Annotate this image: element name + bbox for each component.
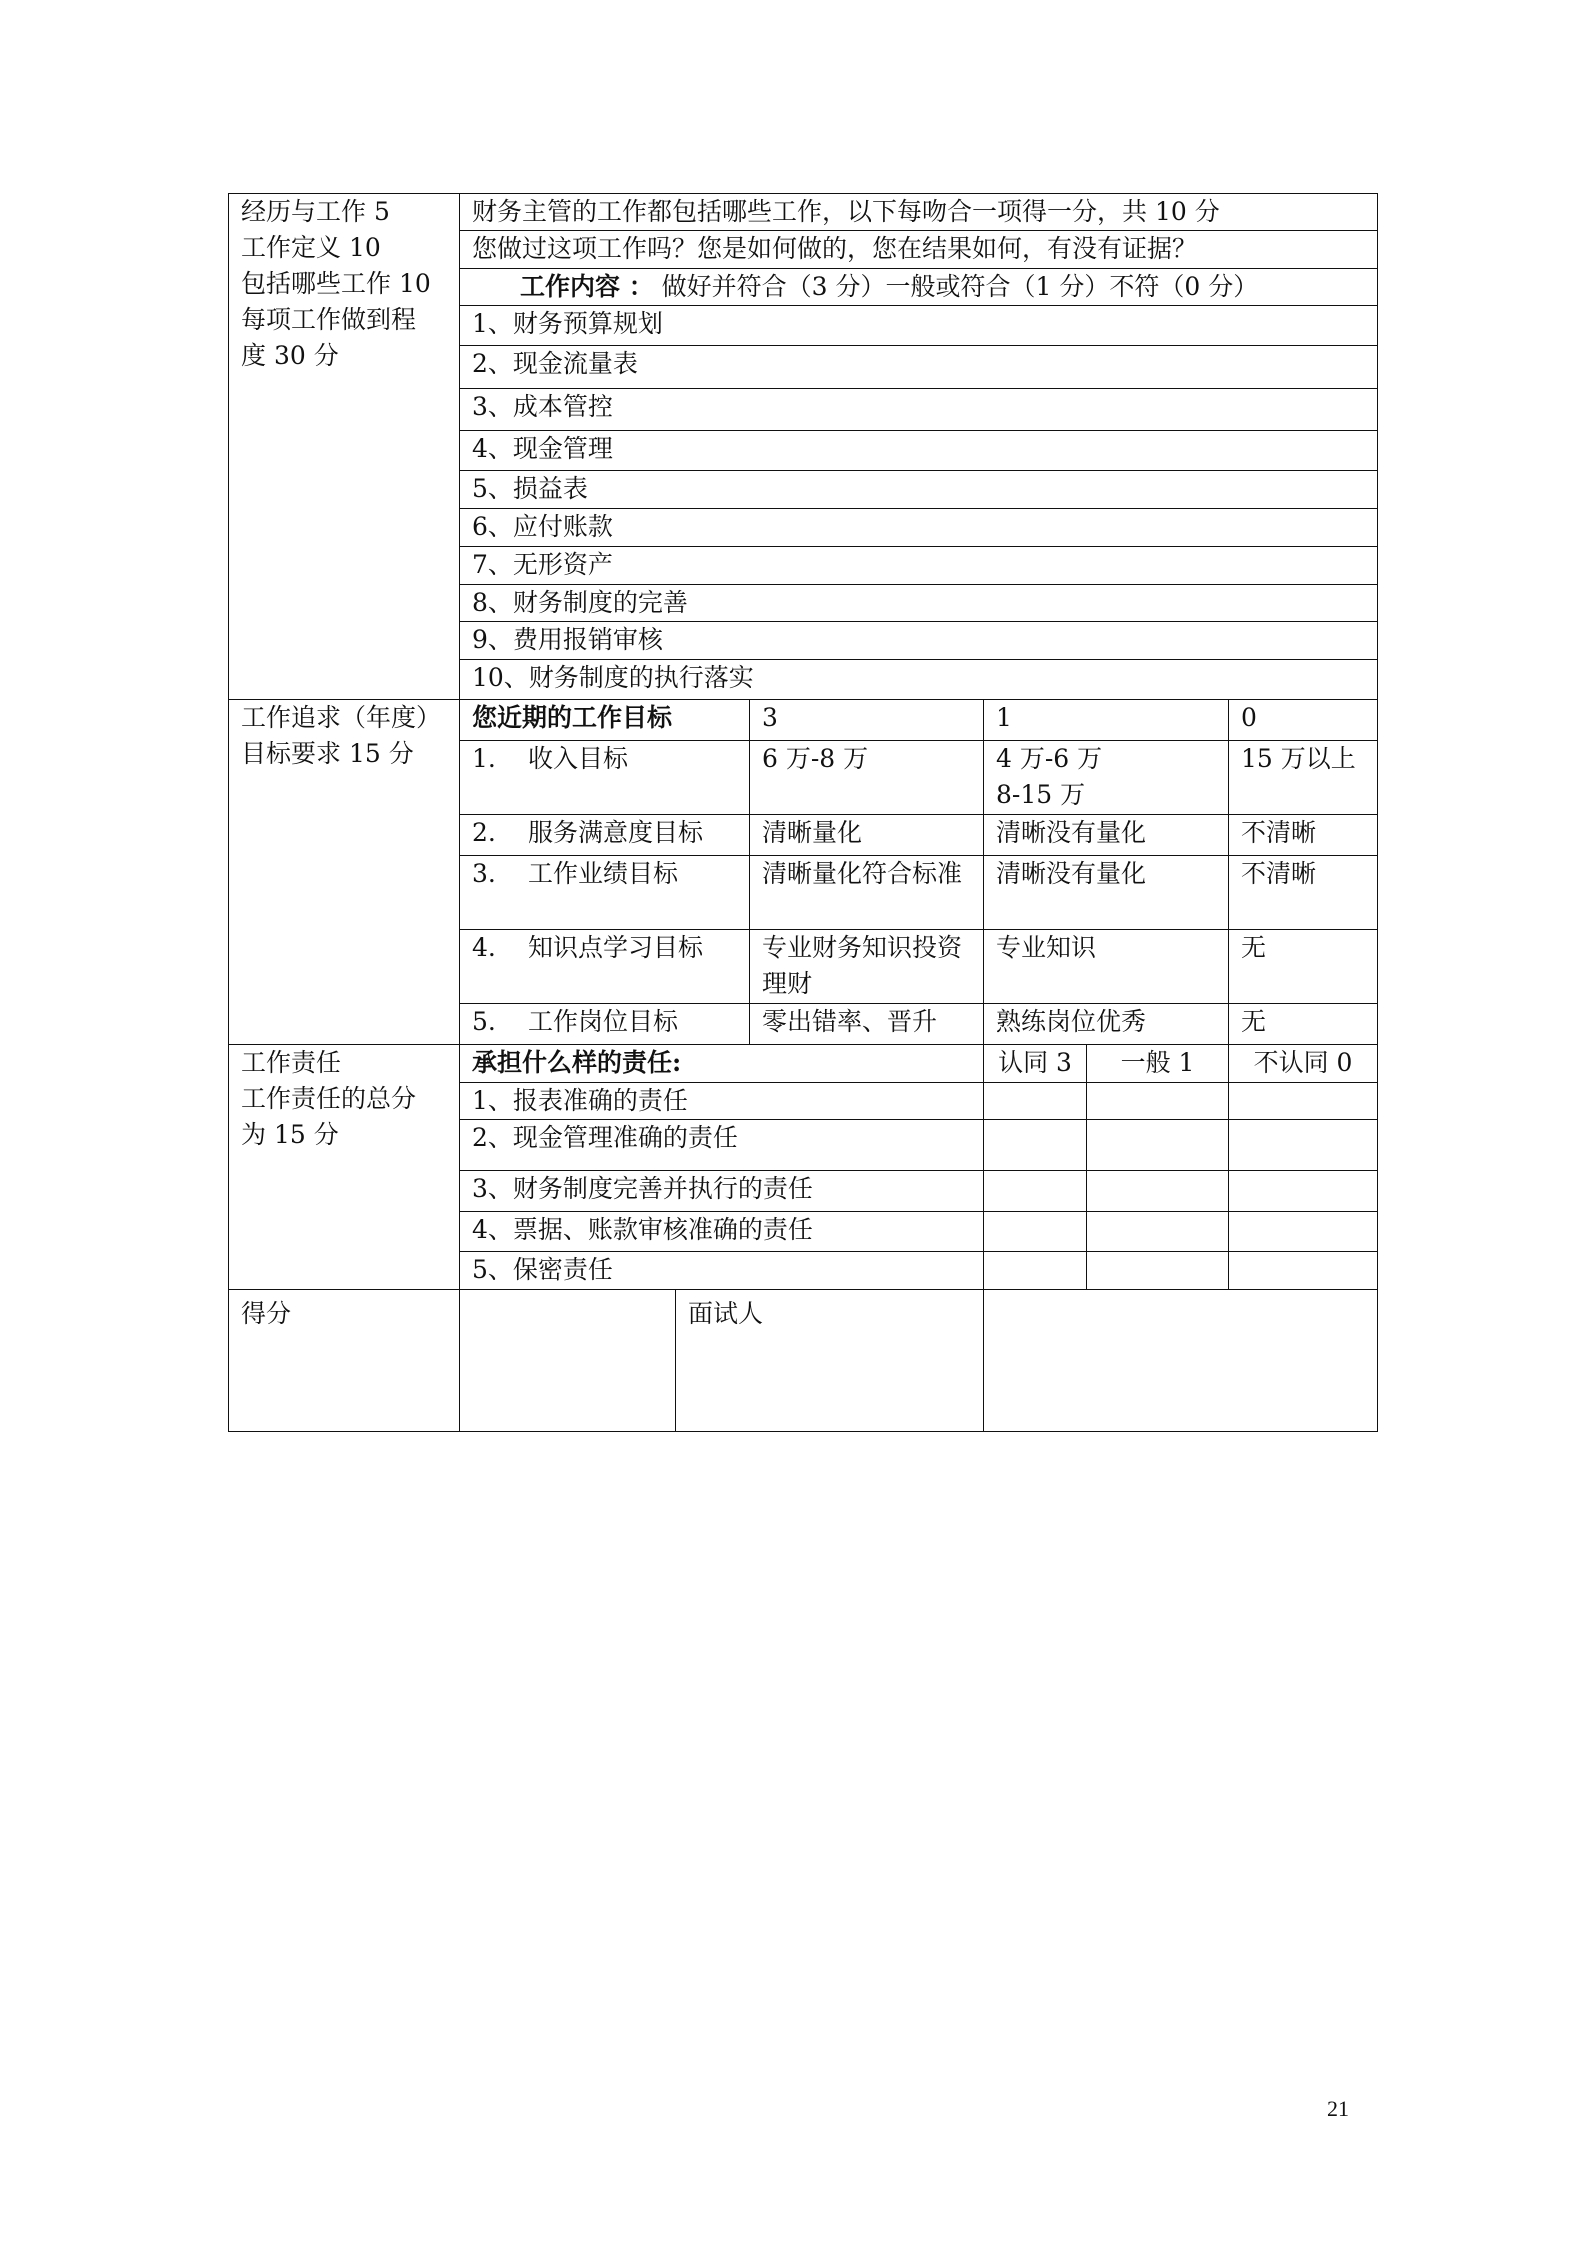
section1-label <box>229 194 460 700</box>
goal-num: 5. <box>472 1007 496 1036</box>
goal-num: 2. <box>472 818 496 847</box>
disagree-cell[interactable] <box>1229 1171 1378 1212</box>
responsibility-text: 4、票据、账款审核准确的责任 <box>460 1212 984 1252</box>
agree-cell[interactable] <box>984 1083 1087 1120</box>
work-item: 9、费用报销审核 <box>460 622 1378 660</box>
work-item: 5、损益表 <box>460 471 1378 509</box>
label-line: 工作责任 <box>241 1048 342 1077</box>
score0-header: 0 <box>1229 700 1378 741</box>
goal-score3: 6 万-8 万 <box>750 741 984 815</box>
agree-cell[interactable] <box>984 1171 1087 1212</box>
responsibility-text: 3、财务制度完善并执行的责任 <box>460 1171 984 1212</box>
neutral-cell[interactable] <box>1087 1120 1229 1171</box>
disagree-cell[interactable] <box>1229 1120 1378 1171</box>
goal-header: 您近期的工作目标 <box>460 700 750 741</box>
goal-score1-line: 4 万-6 万 <box>996 744 1103 773</box>
disagree-cell[interactable] <box>1229 1083 1378 1120</box>
goal-name <box>460 856 750 930</box>
responsibility-text: 5、保密责任 <box>460 1252 984 1290</box>
responsibility-text: 2、现金管理准确的责任 <box>460 1120 984 1171</box>
section1-question: 您做过这项工作吗？您是如何做的，您在结果如何，有没有证据？ <box>460 231 1378 269</box>
neutral-cell[interactable] <box>1087 1171 1229 1212</box>
goal-text: 工作岗位目标 <box>528 1007 679 1036</box>
label-line: 工作定义 10 <box>241 233 381 262</box>
disagree-cell[interactable] <box>1229 1212 1378 1252</box>
disagree-header: 不认同 0 <box>1229 1045 1378 1083</box>
scale-text: 做好并符合（3 分）一般或符合（1 分）不符（0 分） <box>661 272 1259 301</box>
goal-score0: 不清晰 <box>1229 815 1378 856</box>
goal-score0: 无 <box>1229 1004 1378 1045</box>
goal-score0: 无 <box>1229 930 1378 1004</box>
section3-label <box>229 1045 460 1290</box>
goal-text: 收入目标 <box>528 744 629 773</box>
goal-name <box>460 741 750 815</box>
goal-name <box>460 930 750 1004</box>
work-item: 8、财务制度的完善 <box>460 585 1378 622</box>
neutral-cell[interactable] <box>1087 1252 1229 1290</box>
score3-header: 3 <box>750 700 984 741</box>
goal-score1: 清晰没有量化 <box>984 856 1229 930</box>
goal-score3: 清晰量化符合标准 <box>750 856 984 930</box>
agree-cell[interactable] <box>984 1120 1087 1171</box>
goal-score1 <box>984 741 1229 815</box>
work-item: 2、现金流量表 <box>460 346 1378 389</box>
neutral-cell[interactable] <box>1087 1083 1229 1120</box>
label-line: 工作追求（年度） <box>241 703 442 732</box>
scale-label: 工作内容 ： <box>520 272 654 301</box>
page-number: 21 <box>1327 2096 1349 2121</box>
agree-cell[interactable] <box>984 1252 1087 1290</box>
label-line: 为 15 分 <box>241 1120 339 1149</box>
neutral-cell[interactable] <box>1087 1212 1229 1252</box>
goal-score1-line: 8-15 万 <box>996 780 1086 809</box>
disagree-cell[interactable] <box>1229 1252 1378 1290</box>
goal-name <box>460 815 750 856</box>
label-line: 包括哪些工作 10 <box>241 269 431 298</box>
interviewer-label: 面试人 <box>676 1290 984 1432</box>
label-line: 目标要求 15 分 <box>241 739 414 768</box>
goal-score3: 专业财务知识投资理财 <box>750 930 984 1004</box>
score-label: 得分 <box>229 1290 460 1432</box>
goal-score3: 零出错率、晋升 <box>750 1004 984 1045</box>
agree-header: 认同 3 <box>984 1045 1087 1083</box>
label-line: 每项工作做到程 <box>241 305 417 334</box>
agree-cell[interactable] <box>984 1212 1087 1252</box>
goal-score1: 清晰没有量化 <box>984 815 1229 856</box>
responsibility-text: 1、报表准确的责任 <box>460 1083 984 1120</box>
work-item: 10、财务制度的执行落实 <box>460 660 1378 700</box>
label-line: 工作责任的总分 <box>241 1084 417 1113</box>
goal-text: 服务满意度目标 <box>528 818 704 847</box>
goal-score3: 清晰量化 <box>750 815 984 856</box>
work-item: 3、成本管控 <box>460 389 1378 431</box>
section1-scale <box>460 269 1378 306</box>
neutral-header: 一般 1 <box>1087 1045 1229 1083</box>
goal-score1: 熟练岗位优秀 <box>984 1004 1229 1045</box>
score1-header: 1 <box>984 700 1229 741</box>
interviewer-value-field[interactable] <box>984 1290 1378 1432</box>
goal-score1: 专业知识 <box>984 930 1229 1004</box>
goal-score0: 不清晰 <box>1229 856 1378 930</box>
goal-num: 4. <box>472 933 496 962</box>
section1-intro: 财务主管的工作都包括哪些工作，以下每吻合一项得一分，共 10 分 <box>460 194 1378 231</box>
goal-name <box>460 1004 750 1045</box>
goal-num: 3. <box>472 859 496 888</box>
work-item: 1、财务预算规划 <box>460 306 1378 346</box>
goal-score0: 15 万以上 <box>1229 741 1378 815</box>
work-item: 4、现金管理 <box>460 431 1378 471</box>
work-item: 7、无形资产 <box>460 547 1378 585</box>
label-line: 度 30 分 <box>241 341 339 370</box>
label-line: 经历与工作 5 <box>241 197 390 226</box>
goal-text: 工作业绩目标 <box>528 859 679 888</box>
goal-num: 1. <box>472 744 496 773</box>
responsibility-header: 承担什么样的责任: <box>460 1045 984 1083</box>
work-item: 6、应付账款 <box>460 509 1378 547</box>
score-value-field[interactable] <box>460 1290 676 1432</box>
section2-label <box>229 700 460 1045</box>
goal-text: 知识点学习目标 <box>528 933 704 962</box>
interview-evaluation-table <box>228 193 1378 1432</box>
